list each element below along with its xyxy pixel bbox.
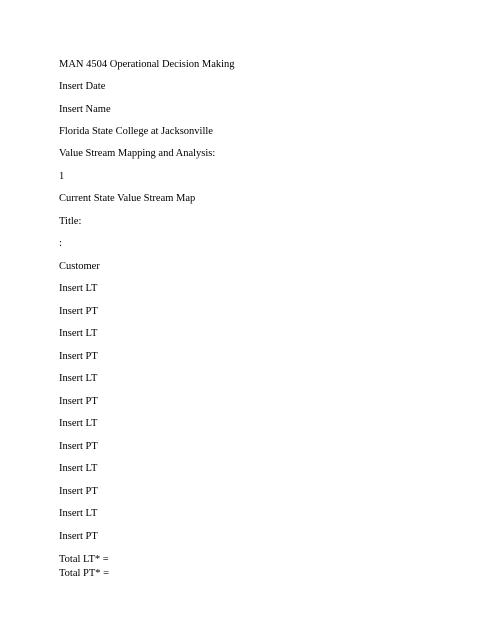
step-process-time: Insert PT	[59, 486, 98, 497]
step-lead-time: Insert LT	[59, 283, 98, 294]
name-placeholder: Insert Name	[59, 104, 111, 115]
section-title: Current State Value Stream Map	[59, 193, 196, 204]
step-lead-time: Insert LT	[59, 463, 98, 474]
customer-label: Customer	[59, 261, 100, 272]
total-process-time: Total PT* =	[59, 568, 110, 579]
section-number: 1	[59, 171, 65, 182]
title-label: Title:	[59, 216, 82, 227]
assignment-title: Value Stream Mapping and Analysis:	[59, 148, 216, 159]
step-process-time: Insert PT	[59, 306, 98, 317]
step-lead-time: Insert LT	[59, 418, 98, 429]
colon-line: :	[59, 238, 62, 249]
step-process-time: Insert PT	[59, 351, 98, 362]
step-process-time: Insert PT	[59, 396, 98, 407]
step-process-time: Insert PT	[59, 441, 98, 452]
college-name: Florida State College at Jacksonville	[59, 126, 213, 137]
date-placeholder: Insert Date	[59, 81, 106, 92]
step-lead-time: Insert LT	[59, 328, 98, 339]
step-lead-time: Insert LT	[59, 373, 98, 384]
step-lead-time: Insert LT	[59, 508, 98, 519]
total-lead-time: Total LT* =	[59, 554, 109, 565]
course-title: MAN 4504 Operational Decision Making	[59, 59, 235, 70]
step-process-time: Insert PT	[59, 531, 98, 542]
